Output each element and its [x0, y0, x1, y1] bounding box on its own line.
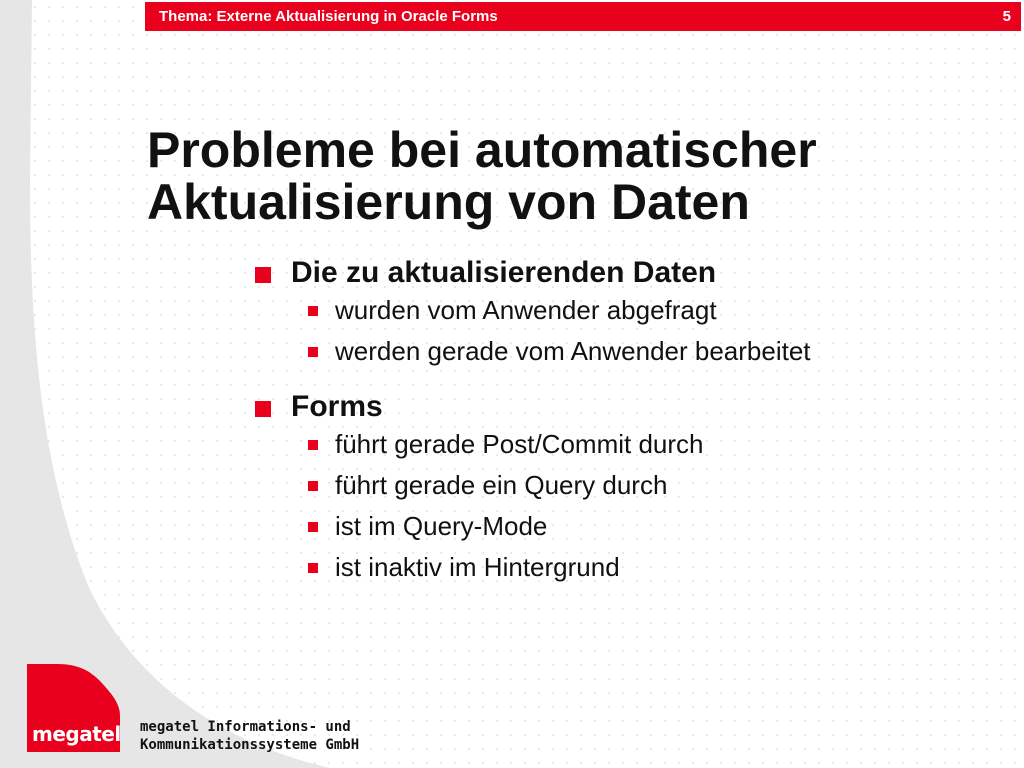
company-name — [140, 718, 359, 754]
sub-bullet-label: führt gerade Post/Commit durch — [335, 429, 704, 459]
slide-title-line-2: Aktualisierung von Daten — [147, 174, 750, 230]
logo-text: megatel — [32, 722, 121, 746]
sub-bullet-label: ist im Query-Mode — [335, 511, 548, 541]
bullet-list — [250, 256, 990, 592]
bullet-item — [250, 256, 990, 294]
square-bullet-icon — [255, 401, 271, 417]
sub-bullet-label: werden gerade vom Anwender bearbeitet — [335, 336, 811, 366]
company-line-1: megatel Informations- und — [140, 719, 351, 735]
company-line-2: Kommunikationssysteme GmbH — [140, 737, 360, 753]
sub-bullet-item — [250, 294, 990, 335]
small-square-bullet-icon — [308, 563, 318, 573]
bullet-label: Forms — [291, 390, 383, 423]
sub-bullet-label: wurden vom Anwender abgefragt — [335, 295, 717, 325]
sub-bullet-item — [250, 551, 990, 592]
sub-bullet-item — [250, 469, 990, 510]
sub-bullet-label: ist inaktiv im Hintergrund — [335, 552, 620, 582]
page-number: 5 — [1002, 8, 1011, 25]
square-bullet-icon — [255, 267, 271, 283]
bullet-label: Die zu aktualisierenden Daten — [291, 256, 717, 289]
header-title: Thema: Externe Aktualisierung in Oracle Forms — [159, 8, 498, 25]
slide-title — [147, 124, 997, 228]
sub-bullet-item — [250, 335, 990, 376]
sub-bullet-label: führt gerade ein Query durch — [335, 470, 668, 500]
slide-title-line-1: Probleme bei automatischer — [147, 122, 817, 178]
small-square-bullet-icon — [308, 347, 318, 357]
small-square-bullet-icon — [308, 522, 318, 532]
small-square-bullet-icon — [308, 481, 318, 491]
small-square-bullet-icon — [308, 306, 318, 316]
small-square-bullet-icon — [308, 440, 318, 450]
header-bar — [145, 2, 1021, 31]
sub-bullet-item — [250, 510, 990, 551]
bullet-item — [250, 390, 990, 428]
sub-bullet-item — [250, 428, 990, 469]
